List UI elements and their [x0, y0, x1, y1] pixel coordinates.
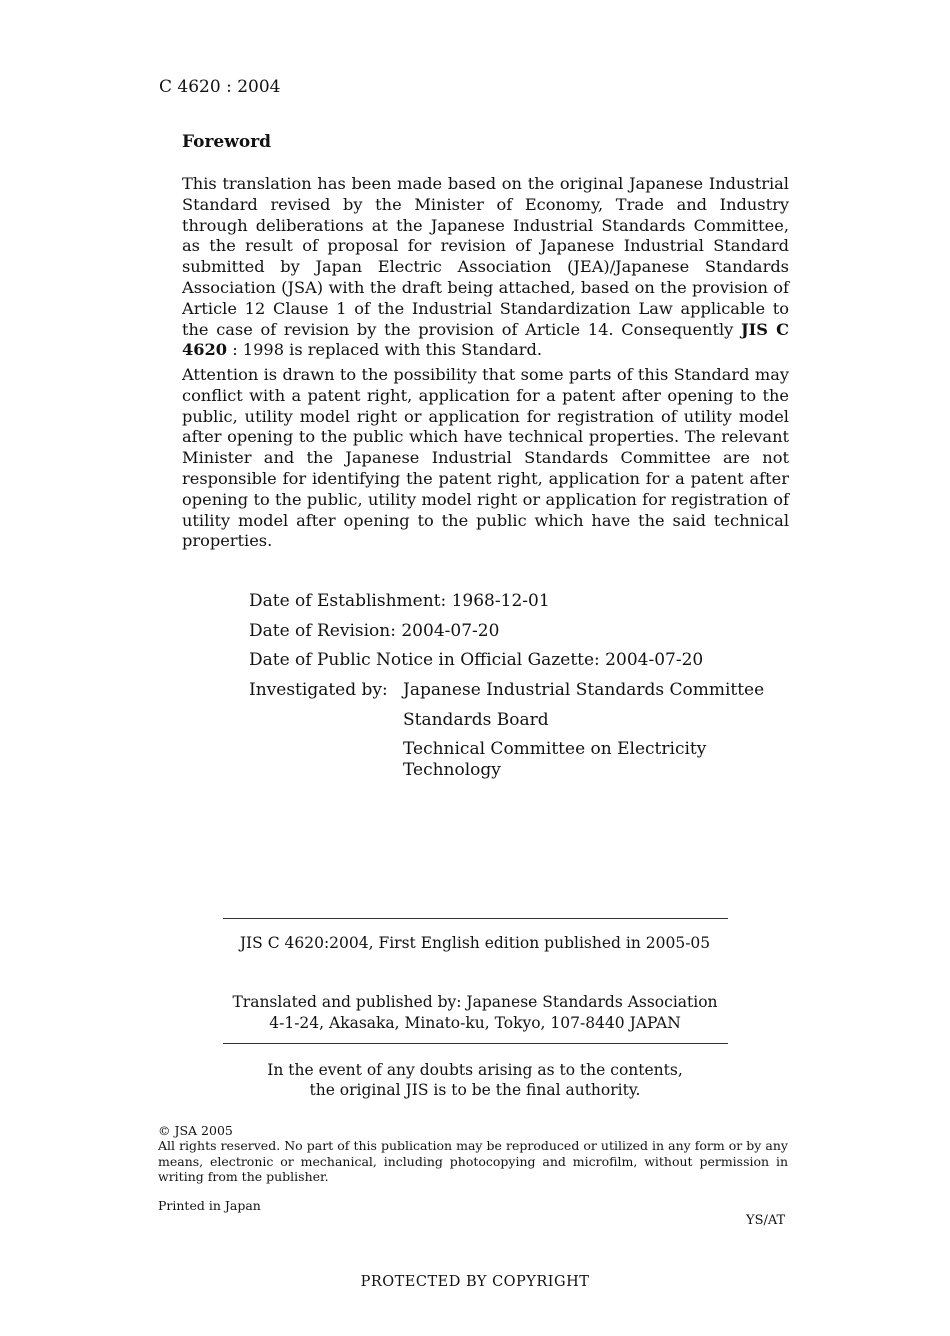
authority-line-2: the original JIS is to be the final authority.	[309, 1081, 641, 1099]
jis-reference: JIS C 4620	[182, 319, 789, 360]
document-code: YS/AT	[746, 1213, 786, 1228]
copyright-notice: © JSA 2005	[158, 1123, 233, 1138]
date-public-notice: Date of Public Notice in Official Gazette: 2004-07-20	[249, 650, 704, 670]
investigated-technical-committee-cont: Technology	[403, 760, 501, 780]
edition-line: JIS C 4620:2004, First English edition published in 2005-05	[239, 934, 711, 952]
foreword-paragraph-2: Attention is drawn to the possibility that some parts of this Standard may conflict with a patent right, application for a patent after opening to the public, utility model right or application for registration of utility model after opening to the public which have technical properties. The relevant Minister and the Japanese Industrial Standards Committee are not responsible for identifying the patent right, application for a patent after opening to the public, utility model right or application for registration of utility model after opening to the public which have the said technical properties.	[182, 365, 789, 551]
foreword-paragraph-1-end: : 1998 is replaced with this Standard.	[227, 340, 543, 360]
investigated-committee: Japanese Industrial Standards Committee	[403, 680, 765, 700]
foreword-paragraph-1	[182, 174, 789, 361]
publisher-address: 4-1-24, Akasaka, Minato-ku, Tokyo, 107-8440 JAPAN	[269, 1014, 681, 1032]
divider-bottom	[223, 1043, 728, 1044]
printed-in: Printed in Japan	[158, 1198, 261, 1213]
translated-by: Translated and published by: Japanese Standards Association	[232, 993, 718, 1011]
date-revision: Date of Revision: 2004-07-20	[249, 621, 500, 641]
divider-top	[223, 918, 728, 919]
investigated-technical-committee: Technical Committee on Electricity	[403, 739, 707, 759]
investigated-board: Standards Board	[403, 710, 549, 730]
foreword-paragraph-1-text: This translation has been made based on the original Japanese Industrial Standard revised by the Minister of Economy, Trade and Industry through deliberations at the Japanese Industrial Standards Committee, as the result of proposal for revision of Japanese Industrial Standard submitted by Japan Electric Association (JEA)/Japanese Standards Association (JSA) with the draft being attached, based on the provision of Article 12 Clause 1 of the Industrial Standardization Law applicable to the case of revision by the provision of Article 14. Consequently	[182, 174, 789, 339]
standard-number: C 4620 : 2004	[159, 77, 281, 97]
foreword-heading: Foreword	[182, 132, 272, 152]
investigated-label: Investigated by:	[249, 680, 388, 700]
date-establishment: Date of Establishment: 1968-12-01	[249, 591, 550, 611]
authority-line-1: In the event of any doubts arising as to the contents,	[267, 1061, 683, 1079]
protected-footer: PROTECTED BY COPYRIGHT	[360, 1274, 590, 1290]
rights-statement: All rights reserved. No part of this publication may be reproduced or utilized in any form or by any means, electronic or mechanical, including photocopying and microfilm, without permission in writing from the publisher.	[158, 1138, 788, 1184]
